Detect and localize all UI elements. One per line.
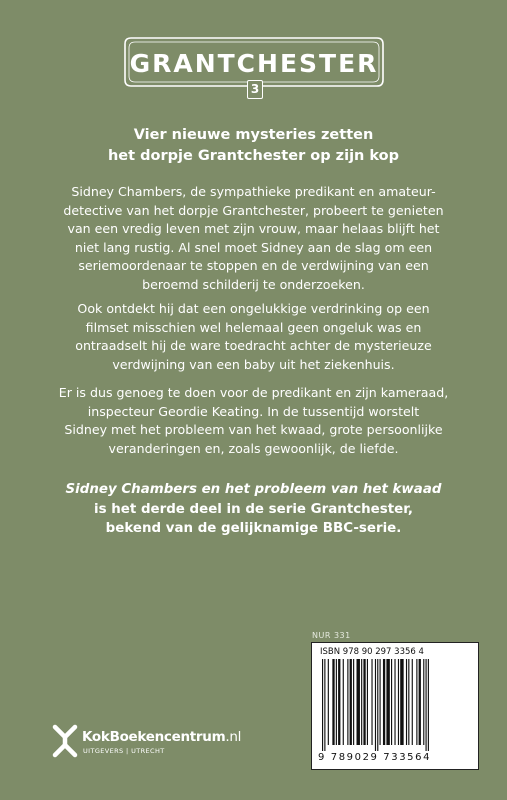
barcode-bars [322,659,468,751]
blurb-line: Er is dus genoeg te doen voor de predikant en zijn kameraad, [58,385,449,400]
headline-line: het dorpje Grantchester op zijn kop [107,148,400,164]
barcode-bar [394,659,395,745]
barcode-bar [350,659,352,745]
barcode-bar [332,659,334,745]
closing-line: bekend van de gelijknamige BBC-serie. [105,521,402,536]
barcode-bar [398,659,399,745]
blurb-line: veranderingen en, zoals gewoonlijk, de liefde. [108,440,399,456]
barcode-bar [386,659,389,745]
barcode-bar [419,659,421,745]
headline [40,125,467,167]
blurb-line: ontraadselt hij de ware toedracht achter de mysterieuze [75,338,432,354]
blurb-line: seriemoordenaar te stoppen en de verdwijning van een [78,258,429,274]
closing-line: is het derde deel in de serie Grantchester, [94,501,413,517]
closing-statement [30,480,477,539]
blurb-line: niet lang rustig. Al snel moet Sidney aan de slag om een [74,239,433,255]
blurb-line: detective van het dorpje Grantchester, probeert te genieten [63,202,444,218]
barcode-bar [416,659,417,745]
volume-badge: 3 [247,80,263,99]
blurb-line: Sidney met het probleem van het kwaad, grote persoonlijke [64,422,443,438]
barcode-bar [338,659,340,745]
barcode-bar [367,659,368,745]
barcode-bar [336,659,337,745]
barcode-bar [371,659,372,745]
barcode-bar [324,659,325,751]
barcode-bar [383,659,385,745]
isbn-number: ISBN 978 90 297 3356 4 [320,647,424,657]
publisher-name [82,729,241,745]
barcode-bar [408,659,409,745]
blurb-line: inspecteur Geordie Keating. In de tussentijd worstelt [87,403,420,419]
blurb-line: verdwijning van een baby uit het ziekenhuis. [112,356,395,372]
blurb-line: beroemd schilderij te onderzoeken. [142,276,365,292]
headline-line: Vier nieuwe mysteries zetten [133,127,374,143]
barcode-bar [361,659,362,745]
blurb-paragraph-2 [30,300,477,374]
barcode-bar [347,659,348,745]
blurb-paragraph-1 [30,183,477,295]
book-title: Sidney Chambers en het probleem van het kwaad [65,482,442,497]
blurb-line: Ook ontdekt hij dat een ongelukkige verdrinking op een [77,301,430,316]
barcode-bar [353,659,354,745]
barcode-bar [423,659,424,745]
barcode-bar [391,659,392,745]
barcode-bar [322,659,323,751]
publisher-subline: UITGEVERS | UTRECHT [83,747,165,755]
publisher-name-main: KokBoekencentrum [82,729,226,745]
blurb-line: van een vredig leven met zijn vrouw, maar helaas blijft het [67,221,440,237]
barcode-bar [380,659,381,745]
barcode-bar [426,659,427,751]
barcode-bar [363,659,365,745]
blurb-paragraph-3 [30,384,477,458]
nur-code: NUR 331 [312,631,351,640]
ean-number: 9 789029 733564 [318,752,432,763]
barcode-bar [357,659,360,745]
barcode-bar [406,659,407,745]
blurb-line: Sidney Chambers, de sympathieke predikant en amateur- [71,184,436,199]
series-title: GRANTCHESTER [129,49,379,78]
publisher-logo [52,723,272,763]
barcode-bar [328,659,329,745]
blurb-line: filmset misschien wel helemaal geen ongeluk was en [85,319,422,335]
barcode-bar [412,659,413,745]
barcode-bar [375,659,376,751]
publisher-mark-icon [52,723,78,759]
isbn-barcode [311,642,479,770]
barcode-bar [343,659,344,745]
barcode-bar [428,659,429,751]
publisher-name-domain: .nl [225,729,242,745]
barcode-bar [377,659,378,751]
barcode-bar [400,659,403,745]
